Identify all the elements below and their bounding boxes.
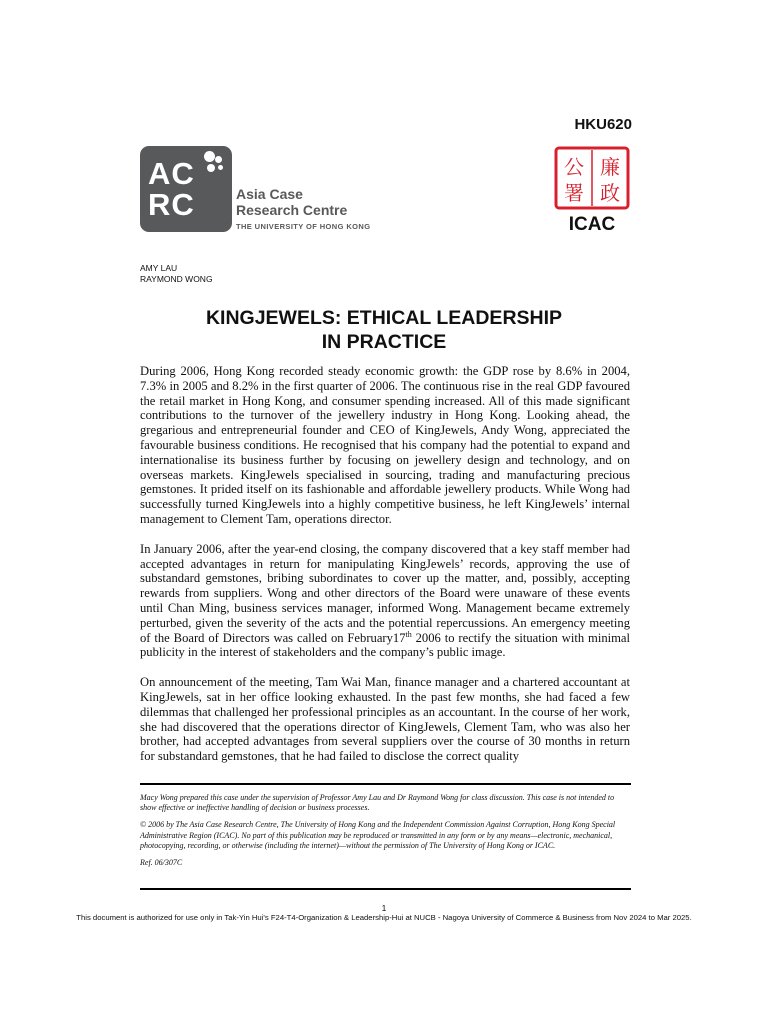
logo-dot xyxy=(215,156,222,163)
seal-char: 公 xyxy=(564,155,584,179)
icac-text: ICAC xyxy=(568,214,616,232)
body-paragraph-1: During 2006, Hong Kong recorded steady economic growth: the GDP rose by 8.6% in 2004, 7.3% in 2005 and 8.2% in the first quarter of 2006. The continuous rise in the real GDP favoured the retail market in Hong Kong, and consumer spending increased. All of this made significant contributions to the turnover of the jewellery industry in Hong Kong. Looking ahead, the gregarious and entrepreneurial founder and CEO of KingJewels, Andy Wong, appreciated the favourable business conditions. He recognised that his company had the potential to expand and internationalise its business further by focusing on jewellery design and technology, and on overseas markets. KingJewels specialised in sourcing, trading and manufacturing precious gemstones. It prided itself on its fashionable and affordable jewellery products. While Wong had successfully turned KingJewels into a highly competitive business, he left KingJewels’ internal management to Clement Tam, operations director. xyxy=(140,364,630,526)
seal-char: 政 xyxy=(600,181,620,205)
author-name: AMY LAU xyxy=(140,263,178,273)
authorization-notice: This document is authorized for use only in Tak-Yin Hui's F24-T4-Organization & Leadership-Hui at NUCB - Nagoya University of Commerce & Business from Nov 2024 to Mar 2025. xyxy=(76,913,692,922)
body-text xyxy=(140,364,630,779)
footnote-reference: Ref. 06/307C xyxy=(140,858,183,868)
seal-char: 署 xyxy=(564,181,584,205)
logo-dot xyxy=(204,151,215,162)
footnote xyxy=(140,793,632,875)
document-title xyxy=(0,306,768,354)
title-line2: IN PRACTICE xyxy=(321,331,447,353)
footnote-top-rule xyxy=(140,783,631,785)
acrc-logo-text-line2: RC xyxy=(148,187,195,222)
page-number: 1 xyxy=(381,903,387,913)
acrc-name-line2: Research Centre xyxy=(236,202,348,218)
footnote-copyright: © 2006 by The Asia Case Research Centre, The University of Hong Kong and the Independent Commission Against Corruption, Hong Kong Special Administrative Region (ICAC). No part of this publication may be reproduced or transmitted in any form or by any means—electronic, mechanical, photocopying, recording, or otherwise (including the internet)—without the permission of The University of Hong Kong or ICAC. xyxy=(140,820,616,850)
seal-char: 廉 xyxy=(600,155,620,179)
acrc-logo-text-line1: AC xyxy=(148,156,195,191)
footnote-bottom-rule xyxy=(140,888,631,890)
logo-dot xyxy=(207,164,215,172)
body-paragraph-2-end: 2006 to rectify the situation with minimal publicity in the interest of stakeholders and the company’s public image. xyxy=(140,630,630,660)
case-code: HKU620 xyxy=(574,116,632,133)
icac-logo xyxy=(554,146,630,232)
acrc-university: THE UNIVERSITY OF HONG KONG xyxy=(236,222,371,231)
acrc-name-line1: Asia Case xyxy=(236,186,303,202)
acrc-name xyxy=(236,186,370,231)
author-name: RAYMOND WONG xyxy=(140,274,213,284)
ordinal-superscript: th xyxy=(405,629,412,639)
body-paragraph-2-start: In January 2006, after the year-end closing, the company discovered that a key staff member had accepted advantages in return for manipulating KingJewels’ records, approving the use of substandard gemstones, bribing subordinates to cover up the matter, and, possibly, accepting rewards from suppliers. Wong and other directors of the Board were unaware of these events until Chan Ming, business services manager, informed Wong. Management became extremely perturbed, given the severity of the acts and the potential repercussions. An emergency meeting of the Board of Directors was called on February17 xyxy=(140,541,630,645)
authors xyxy=(140,263,213,285)
body-paragraph-2 xyxy=(140,542,630,660)
body-paragraph-3: On announcement of the meeting, Tam Wai Man, finance manager and a chartered accountant at KingJewels, sat in her office looking exhausted. In the past few months, she had faced a few dilemmas that challenged her professional principles as an accountant. In the course of her work, she had discovered that the operations director of KingJewels, Clement Tam, who was also her brother, had accepted advantages from several suppliers over the course of 30 months in return for substandard gemstones, that he had failed to disclose the correct quality xyxy=(140,675,630,764)
footnote-preparation: Macy Wong prepared this case under the supervision of Professor Amy Lau and Dr Raymond Wong for class discussion. This case is not intended to show effective or ineffective handling of decision or business processes. xyxy=(140,793,615,813)
acrc-logo xyxy=(140,146,232,232)
title-line1: KINGJEWELS: ETHICAL LEADERSHIP xyxy=(205,307,563,329)
logo-dot xyxy=(218,165,223,170)
